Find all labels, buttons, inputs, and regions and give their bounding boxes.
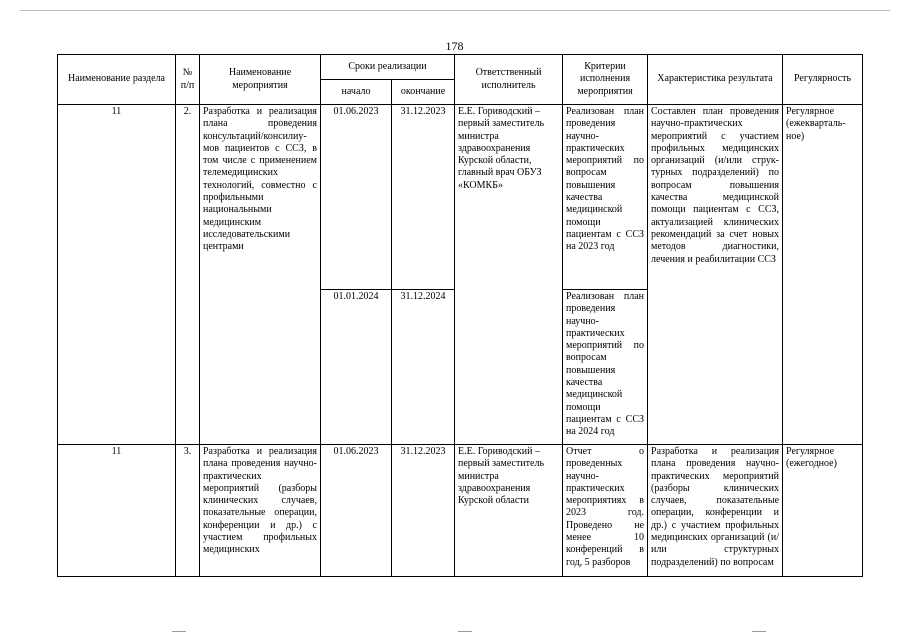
row2-event: Разработка и реализация плана проведения научно-практических мероприятий (разборы клинических случаев, показательные операции, конференции и др.) с участием профильных медицинских: [200, 445, 321, 577]
row1-end-1: 31.12.2023: [392, 105, 455, 290]
row1-responsible: Е.Е. Гориводский – первый заместитель министра здравоохранения Курской области, главный врач ОБУЗ «КОМКБ»: [455, 105, 563, 445]
row1-end-2: 31.12.2024: [392, 290, 455, 445]
row1-criteria-1: Реализован план проведения научно-практических мероприятий по вопросам повышения качества медицинской помощи пациентам с ССЗ на 2023 год: [563, 105, 648, 290]
header-end: окончание: [392, 80, 455, 105]
header-start: начало: [321, 80, 392, 105]
table-header-row: [58, 55, 863, 80]
bottom-scan-mark: [172, 631, 186, 632]
header-result: Характеристика результата: [648, 55, 783, 105]
row1-start-2: 01.01.2024: [321, 290, 392, 445]
row2-num: 3.: [176, 445, 200, 577]
row2-end: 31.12.2023: [392, 445, 455, 577]
events-table: [57, 54, 863, 577]
page-number: 178: [445, 39, 464, 53]
row2-start: 01.06.2023: [321, 445, 392, 577]
header-section: Наименование раздела: [58, 55, 176, 105]
row1-section: 11: [58, 105, 176, 445]
top-scan-edge: [20, 10, 890, 11]
row2-result: Разработка и реализация плана проведения научно-практических мероприятий (разборы клинических случаев, показательные операции, конференции и др.) с участием профильных медицинских организаций (и/или структурных подразделений) по вопросам: [648, 445, 783, 577]
row1-regularity: Регулярное (ежекварталь-ное): [783, 105, 863, 445]
row2-responsible: Е.Е. Гориводский – первый заместитель министра здравоохранения Курской области: [455, 445, 563, 577]
header-responsible: Ответственный исполнитель: [455, 55, 563, 105]
table-row: [58, 105, 863, 290]
header-criteria: Критерии исполнения мероприятия: [563, 55, 648, 105]
row2-regularity: Регулярное (ежегодное): [783, 445, 863, 577]
row2-section: 11: [58, 445, 176, 577]
table-row: [58, 445, 863, 577]
row1-criteria-2: Реализован план проведения научно-практических мероприятий по вопросам повышения качества медицинской помощи пациентам с ССЗ на 2024 год: [563, 290, 648, 445]
row1-event: Разработка и реализация плана проведения консультаций/консилиу-мов пациентов с ССЗ, в том числе с применением телемедицинских технологий, совместно с профильными национальными медицинским исследовательскими центрами: [200, 105, 321, 445]
header-regularity: Регулярность: [783, 55, 863, 105]
header-event: Наименование мероприятия: [200, 55, 321, 105]
bottom-scan-mark: [458, 631, 472, 632]
header-num: № п/п: [176, 55, 200, 105]
header-terms: Сроки реализации: [321, 55, 455, 80]
row1-start-1: 01.06.2023: [321, 105, 392, 290]
row2-criteria: Отчет о проведенных научно-практических мероприятиях в 2023 год. Проведено не менее 10 конференций в год, 5 разборов: [563, 445, 648, 577]
row1-num: 2.: [176, 105, 200, 445]
row1-result: Составлен план проведения научно-практических мероприятий с участием профильных медицинских организаций (и/или струк-турных подразделений) по вопросам повышения качества медицинской помощи пациентам с ССЗ, актуализацией клинических рекомендаций за счет новых методов диагностики, лечения и реабилитации ССЗ: [648, 105, 783, 445]
bottom-scan-mark: [752, 631, 766, 632]
